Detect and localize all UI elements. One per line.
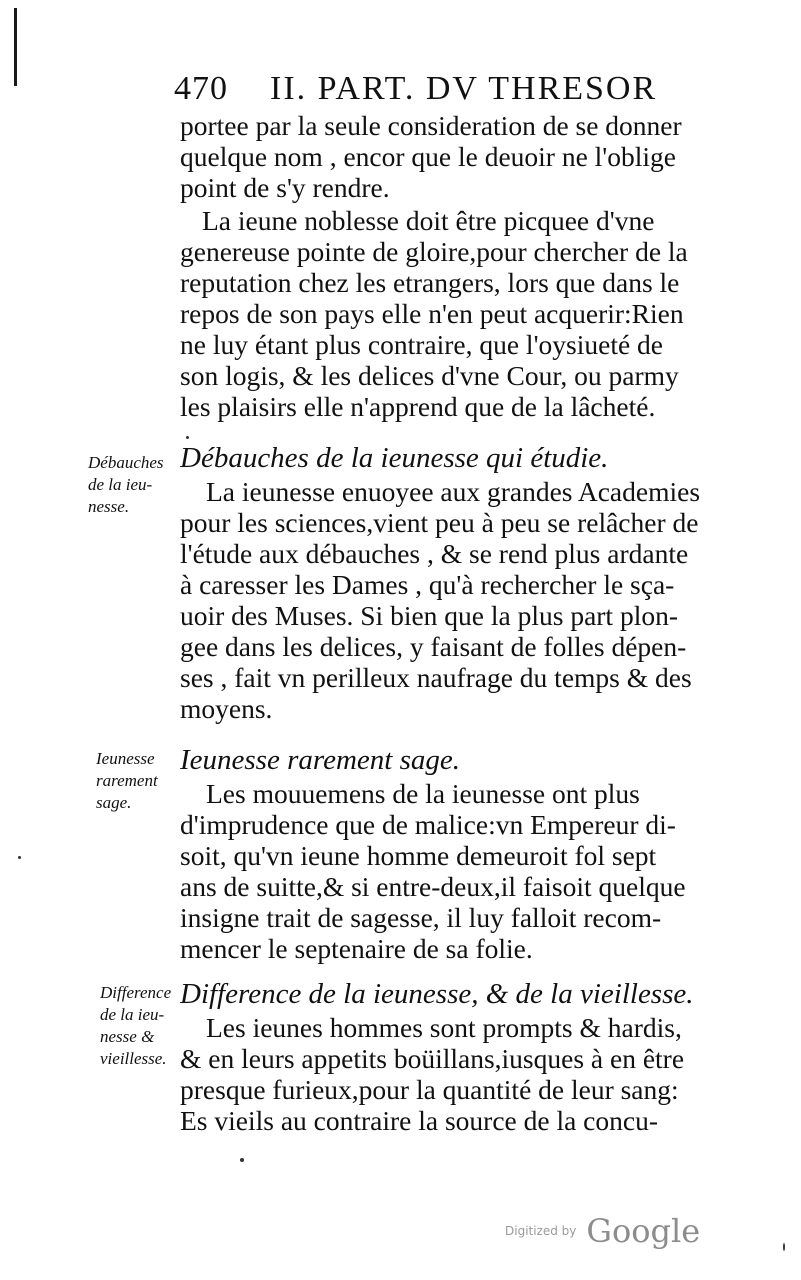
- google-wordmark: Google: [586, 1212, 701, 1250]
- running-head-title: II. PART. DV THRESOR: [270, 70, 658, 107]
- text-line: point de s'y rendre.: [180, 172, 390, 203]
- digitized-by-watermark: [505, 1212, 700, 1256]
- margin-note-difference: [100, 982, 171, 1070]
- margin-note-ieunesse: [96, 748, 158, 814]
- text-line: portee par la seule consideration de se donner: [180, 110, 682, 141]
- watermark-digitized-text: Digitized by: [505, 1224, 577, 1238]
- text-line: repos de son pays elle n'en peut acquerir:Rien: [180, 298, 684, 329]
- margin-note-line: sage.: [96, 793, 132, 812]
- margin-note-line: Débauches: [88, 453, 164, 472]
- text-line: reputation chez les etrangers, lors que dans le: [180, 267, 680, 298]
- margin-note-line: nesse &: [100, 1027, 155, 1046]
- gutter-shadow-line: [14, 8, 17, 86]
- scan-speck: [186, 436, 189, 439]
- margin-note-line: Ieunesse: [96, 749, 155, 768]
- text-line: moyens.: [180, 693, 273, 724]
- margin-note-line: de la ieu-: [88, 475, 153, 494]
- text-line: Les mouuemens de la ieunesse ont plus: [206, 778, 640, 809]
- section-heading: Difference de la ieunesse, & de la vieillesse.: [180, 978, 694, 1010]
- text-line: quelque nom , encor que le deuoir ne l'oblige: [180, 141, 676, 172]
- text-line: d'imprudence que de malice:vn Empereur di-: [180, 809, 676, 840]
- text-line: les plaisirs elle n'apprend que de la lâcheté.: [180, 391, 656, 422]
- text-line: à caresser les Dames , qu'à rechercher le sça-: [180, 569, 675, 600]
- text-line: ne luy étant plus contraire, que l'oysiueté de: [180, 329, 663, 360]
- text-line: insigne trait de sagesse, il luy falloit recom-: [180, 902, 662, 933]
- page-number: 470: [174, 70, 228, 107]
- text-line: genereuse pointe de gloire,pour chercher de la: [180, 236, 688, 267]
- scan-speck: [783, 1243, 785, 1251]
- text-line: son logis, & les delices d'vne Cour, ou parmy: [180, 360, 679, 391]
- scan-speck: [18, 856, 21, 859]
- text-line: Les ieunes hommes sont prompts & hardis,: [206, 1012, 682, 1043]
- text-line: La ieune noblesse doit être picquee d'vne: [202, 205, 655, 236]
- text-line: mencer le septenaire de sa folie.: [180, 933, 533, 964]
- margin-note-line: nesse.: [88, 497, 130, 516]
- margin-note-line: Difference: [100, 983, 172, 1002]
- scan-speck: [240, 1158, 244, 1162]
- text-line: La ieunesse enuoyee aux grandes Academies: [206, 476, 701, 507]
- margin-note-debauches: [88, 452, 164, 518]
- margin-note-line: rarement: [96, 771, 158, 790]
- text-line: l'étude aux débauches , & se rend plus ardante: [180, 538, 689, 569]
- section-debauches: [180, 440, 740, 724]
- margin-note-line: de la ieu-: [100, 1005, 165, 1024]
- text-line: & en leurs appetits boüillans,iusques à en être: [180, 1043, 685, 1074]
- text-line: ans de suitte,& si entre-deux,il faisoit quelque: [180, 871, 686, 902]
- text-line: soit, qu'vn ieune homme demeuroit fol sept: [180, 840, 657, 871]
- section-heading: Ieunesse rarement sage.: [180, 744, 460, 776]
- text-line: presque furieux,pour la quantité de leur sang:: [180, 1074, 679, 1105]
- text-line: gee dans les delices, y faisant de folles dépen-: [180, 631, 687, 662]
- paragraph-noblesse: [180, 205, 740, 422]
- paragraph-intro: [180, 110, 740, 203]
- section-heading: Débauches de la ieunesse qui étudie.: [180, 442, 609, 474]
- text-line: pour les sciences,vient peu à peu se relâcher de: [180, 507, 699, 538]
- section-ieunesse: [180, 742, 740, 964]
- text-line: ses , fait vn perilleux naufrage du temps & des: [180, 662, 692, 693]
- text-line: uoir des Muses. Si bien que la plus part plon-: [180, 600, 678, 631]
- section-difference: [180, 976, 740, 1136]
- running-head: [174, 70, 658, 114]
- margin-note-line: vieillesse.: [100, 1049, 167, 1068]
- text-line: Es vieils au contraire la source de la concu-: [180, 1105, 658, 1136]
